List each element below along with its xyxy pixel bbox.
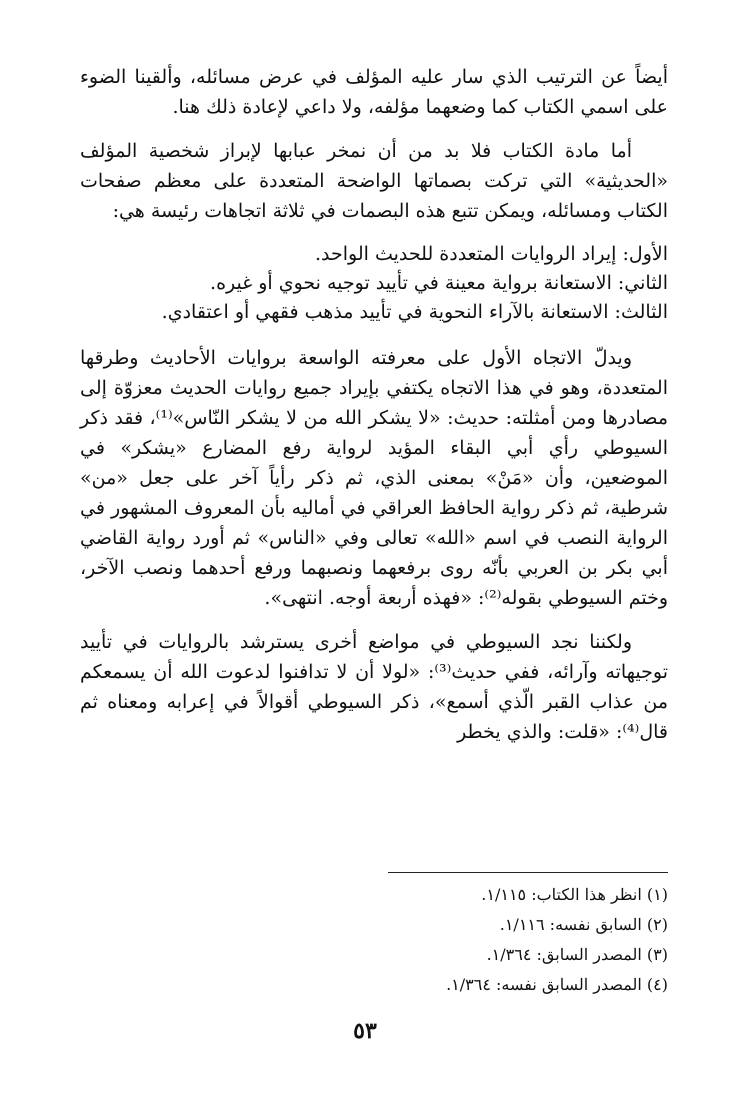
footnote-4: (٤) المصدر السابق نفسه: ١/٣٦٤. [446,975,668,994]
paragraph-2: أما مادة الكتاب فلا بد من أن نمخر عبابها لإبراز شخصية المؤلف «الحديثية» التي تركت بصماتها الواضحة المتعددة على معظم صفحات الكتاب ومسائله، ويمكن تتبع هذه البصمات في ثلاثة اتجاهات رئيسة هي: [80,140,668,222]
list-item-second: الثاني: الاستعانة برواية معينة في تأييد توجيه نحوي أو غيره. [210,272,668,294]
footnote-1: (١) انظر هذا الكتاب: ١/١١٥. [481,885,668,904]
footnotes [80,880,668,1000]
footnote-divider [388,872,668,873]
page-body [80,62,668,761]
paragraph-3: ويدلّ الاتجاه الأول على معرفته الواسعة بروايات الأحاديث وطرقها المتعددة، وهو في هذا الاتجاه يكتفي بإيراد جميع روايات الحديث معزوّة إلى مصادرها ومن أمثلته: حديث: «لا يشكر الله من لا يشكر النّاس»⁽¹⁾، فقد ذكر السيوطي رأي أبي البقاء المؤيد لرواية رفع المضارع «يشكر» في الموضعين، وأن «مَنْ» بمعنى الذي، ثم ذكر رأياً آخر على جعل «من» شرطية، ثم ذكر رواية الحافظ العراقي في أماليه بأن المعروف المشهور في الرواية النصب في اسم «الله» تعالى وفي «الناس» ثم أورد رواية القاضي أبي بكر بن العربي بأنّه روى برفعهما ونصبهما ورفع أحدهما ونصب الآخر، وختم السيوطي بقوله⁽²⁾: «فهذه أربعة أوجه. انتهى». [80,347,668,609]
footnote-3: (٣) المصدر السابق: ١/٣٦٤. [486,945,668,964]
footnote-2: (٢) السابق نفسه: ١/١١٦. [499,915,668,934]
list-item-third: الثالث: الاستعانة بالآراء النحوية في تأييد مذهب فقهي أو اعتقادي. [161,301,668,323]
directions-list [80,240,668,327]
paragraph-4: ولكننا نجد السيوطي في مواضع أخرى يسترشد بالروايات في تأييد توجيهاته وآرائه، ففي حديث⁽³⁾: «لولا أن لا تدافنوا لدعوت الله أن يسمعكم من عذاب القبر الّذي أسمع»، ذكر السيوطي أقوالاً في إعرابه ومعناه ثم قال⁽⁴⁾: «قلت: والذي يخطر [80,631,668,743]
list-item-first: الأول: إيراد الروايات المتعددة للحديث الواحد. [315,243,668,265]
paragraph-1: أيضاً عن الترتيب الذي سار عليه المؤلف في عرض مسائله، وألقينا الضوء على اسمي الكتاب كما وضعهما مؤلفه، ولا داعي لإعادة ذلك هنا. [80,66,668,118]
page-number: ٥٣ [353,1018,377,1044]
